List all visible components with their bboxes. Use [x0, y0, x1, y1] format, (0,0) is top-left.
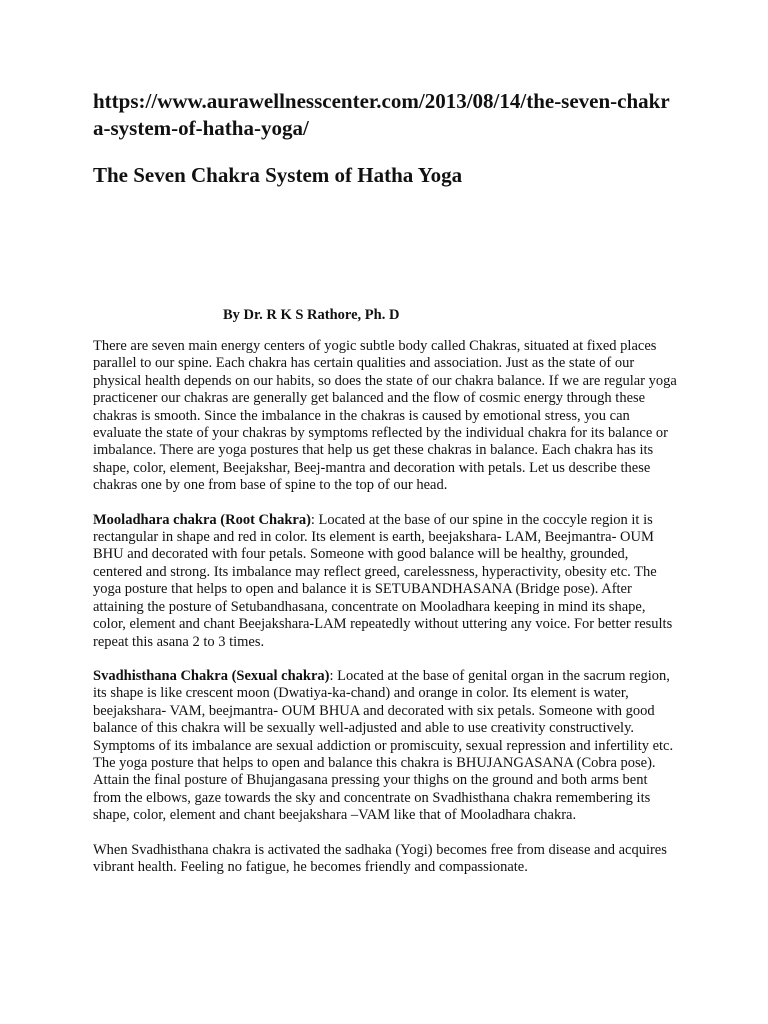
- author-byline: By Dr. R K S Rathore, Ph. D: [223, 307, 400, 323]
- activation-paragraph: When Svadhisthana chakra is activated the sadhaka (Yogi) becomes free from disease and acquires vibrant health. Feeling no fatigue, he becomes friendly and compassionate.: [93, 841, 667, 875]
- svadhisthana-paragraph: [93, 668, 677, 825]
- svadhisthana-text: : Located at the base of genital organ in the sacrum region, its shape is like crescent moon (Dwatiya-ka-chand) and orange in color. Its element is water, beejakshara- VAM, beejmantra- OUM BHUA and decorated with six petals. Someone with good balance of this chakra will be sexually well-adjusted and able to use creativity constructively. Symptoms of its imbalance are sexual addiction or promiscuity, sexual repression and infertility etc. The yoga posture that helps to open and balance this chakra is BHUJANGASANA (Cobra pose). Attain the final posture of Bhujangasana pressing your thighs on the ground and both arms bent from the elbows, gaze towards the sky and concentrate on Svadhisthana chakra remembering its shape, color, element and chant beejakshara –VAM like that of Mooladhara chakra.: [93, 667, 674, 824]
- article-title: The Seven Chakra System of Hatha Yoga: [93, 163, 463, 187]
- intro-paragraph: There are seven main energy centers of yogic subtle body called Chakras, situated at fixed places parallel to our spine. Each chakra has certain qualities and association. Just as the state of our physical health depends on our habits, so does the state of our chakra balance. If we are regular yoga practicener our chakras are generally get balanced and the flow of cosmic energy through these chakras is smooth. Since the imbalance in the chakras is caused by emotional stress, you can evaluate the state of your chakras by symptoms reflected by the individual chakra for its balance or imbalance. There are yoga postures that help us get these chakras in balance. Each chakra has its shape, color, element, Beejakshar, Beej-mantra and decoration with petals. Let us describe these chakras one by one from base of spine to the top of our head.: [93, 338, 677, 494]
- mooladhara-paragraph: [93, 512, 677, 651]
- source-url-heading: https://www.aurawellnesscenter.com/2013/08/14/the-seven-chakra-system-of-hatha-yoga/: [93, 89, 670, 140]
- mooladhara-text: : Located at the base of our spine in the coccyle region it is rectangular in shape and red in color. Its element is earth, beejakshara- LAM, Beejmantra- OUM BHU and decorated with four petals. Someone with good balance will be healthy, grounded, centered and strong. Its imbalance may reflect greed, carelessness, hyperactivity, obesity etc. The yoga posture that helps to open and balance it is SETUBANDHASANA (Bridge pose). After attaining the posture of Setubandhasana, concentrate on Mooladhara keeping in mind its shape, color, element and chant Beejakshara-LAM repeatedly without uttering any voice. For better results repeat this asana 2 to 3 times.: [93, 511, 673, 650]
- svadhisthana-lead: Svadhisthana Chakra (Sexual chakra): [93, 667, 330, 684]
- mooladhara-lead: Mooladhara chakra (Root Chakra): [93, 511, 311, 528]
- document-page: [93, 88, 677, 876]
